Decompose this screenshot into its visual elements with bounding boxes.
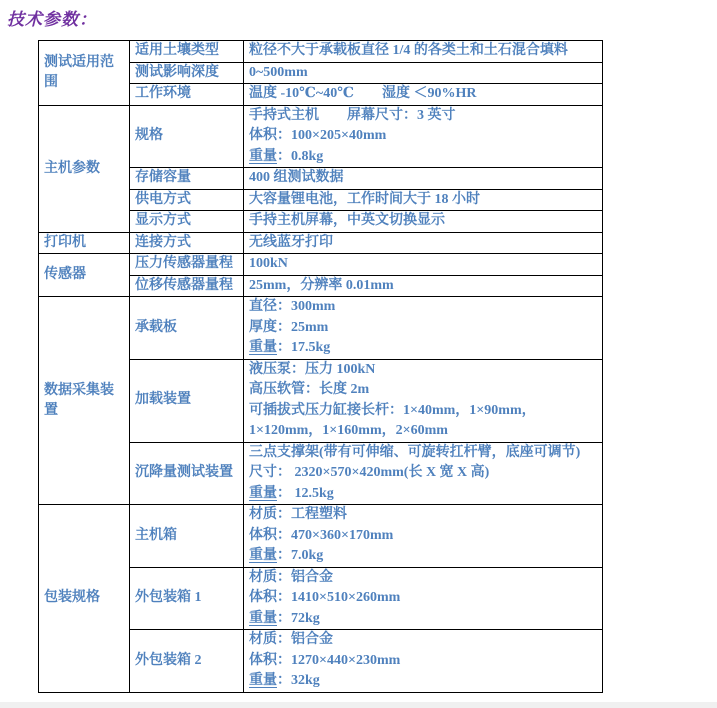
sub-label-cell: 存储容量 bbox=[130, 168, 244, 190]
value-cell bbox=[244, 297, 603, 360]
table-row bbox=[39, 297, 603, 360]
sub-label-cell: 位移传感器量程 bbox=[130, 275, 244, 297]
sub-label-cell: 供电方式 bbox=[130, 189, 244, 211]
value-cell bbox=[244, 189, 603, 211]
value-cell bbox=[244, 630, 603, 693]
value-line: 体积：1270×440×230mm bbox=[249, 652, 401, 668]
value-line: 直径：300mm bbox=[249, 299, 336, 314]
value-line: 400 组测试数据 bbox=[249, 170, 344, 185]
sub-label-cell: 测试影响深度 bbox=[130, 62, 244, 84]
value-line: 体积：100×205×40mm bbox=[249, 128, 387, 143]
value-cell bbox=[244, 359, 603, 442]
value-cell bbox=[244, 84, 603, 106]
sub-label-cell: 承载板 bbox=[130, 297, 244, 360]
sub-label-cell: 工作环境 bbox=[130, 84, 244, 106]
value-line: 重量：17.5kg bbox=[249, 340, 331, 355]
value-cell bbox=[244, 567, 603, 630]
table-row bbox=[39, 505, 603, 568]
weight-underline: 重量 bbox=[249, 610, 277, 626]
value-line: 粒径不大于承载板直径 1/4 的各类土和土石混合填料 bbox=[249, 43, 568, 58]
value-cell bbox=[244, 41, 603, 63]
value-cell bbox=[244, 232, 603, 254]
sub-label-cell: 外包装箱 2 bbox=[130, 630, 244, 693]
spec-table bbox=[38, 40, 603, 693]
value-cell bbox=[244, 275, 603, 297]
sub-label-cell: 压力传感器量程 bbox=[130, 254, 244, 276]
category-data-acquisition: 数据采集装置 bbox=[39, 297, 130, 505]
value-line: 重量：0.8kg bbox=[249, 148, 324, 164]
category-printer: 打印机 bbox=[39, 232, 130, 254]
value-line: 手持主机屏幕，中英文切换显示 bbox=[249, 213, 445, 228]
value-line: 手持式主机 屏幕尺寸：3 英寸 bbox=[249, 107, 456, 123]
weight-underline: 重量 bbox=[249, 485, 277, 501]
value-line: 100kN bbox=[249, 256, 288, 271]
value-line: 厚度：25mm bbox=[249, 319, 329, 335]
value-line: 重量：32kg bbox=[249, 673, 320, 688]
category-test-scope: 测试适用范围 bbox=[39, 41, 130, 106]
value-cell bbox=[244, 62, 603, 84]
value-line: 尺寸： 2320×570×420mm(长 X 宽 X 高) bbox=[249, 465, 490, 480]
table-row bbox=[39, 254, 603, 276]
value-cell bbox=[244, 211, 603, 233]
value-line: 大容量锂电池，工作时间大于 18 小时 bbox=[249, 191, 480, 207]
weight-underline: 重量 bbox=[249, 148, 277, 164]
sub-label-cell: 加载装置 bbox=[130, 359, 244, 442]
value-line: 高压软管：长度 2m bbox=[249, 382, 370, 397]
value-line: 液压泵：压力 100kN bbox=[249, 361, 376, 377]
value-line: 无线蓝牙打印 bbox=[249, 234, 333, 250]
value-cell bbox=[244, 254, 603, 276]
value-line: 0~500mm bbox=[249, 64, 308, 80]
value-line: 体积：1410×510×260mm bbox=[249, 590, 401, 605]
table-row bbox=[39, 232, 603, 254]
value-line: 重量： 12.5kg bbox=[249, 485, 334, 501]
sub-label-cell: 规格 bbox=[130, 105, 244, 168]
weight-underline: 重量 bbox=[249, 548, 277, 563]
category-packing: 包装规格 bbox=[39, 505, 130, 693]
page-title: 技术参数： bbox=[7, 10, 97, 29]
category-host-params: 主机参数 bbox=[39, 105, 130, 232]
value-line: 重量：7.0kg bbox=[249, 548, 324, 563]
category-sensor: 传感器 bbox=[39, 254, 130, 297]
value-line: 1×120mm，1×160mm，2×60mm bbox=[249, 423, 448, 438]
value-line: 温度 -10℃~40℃ 湿度 ＜90%HR bbox=[249, 86, 477, 101]
sub-label-cell: 外包装箱 1 bbox=[130, 567, 244, 630]
value-line: 材质：工程塑料 bbox=[249, 507, 347, 522]
sub-label-cell: 沉降量测试装置 bbox=[130, 442, 244, 505]
value-line: 25mm，分辨率 0.01mm bbox=[249, 277, 394, 293]
value-line: 体积：470×360×170mm bbox=[249, 527, 394, 543]
value-line: 重量：72kg bbox=[249, 610, 320, 626]
sub-label-cell: 适用土壤类型 bbox=[130, 41, 244, 63]
weight-underline: 重量 bbox=[249, 340, 277, 355]
table-row bbox=[39, 105, 603, 168]
sub-label-cell: 显示方式 bbox=[130, 211, 244, 233]
value-cell bbox=[244, 505, 603, 568]
value-line: 三点支撑架(带有可伸缩、可旋转扛杆臂，底座可调节) bbox=[249, 444, 581, 460]
value-line: 材质：铝合金 bbox=[249, 632, 333, 647]
value-cell bbox=[244, 442, 603, 505]
value-cell bbox=[244, 105, 603, 168]
table-row bbox=[39, 41, 603, 63]
sub-label-cell: 连接方式 bbox=[130, 232, 244, 254]
page-bottom-edge bbox=[0, 702, 717, 708]
value-line: 可插拔式压力缸接长杆：1×40mm，1×90mm， bbox=[249, 402, 536, 418]
sub-label-cell: 主机箱 bbox=[130, 505, 244, 568]
value-cell bbox=[244, 168, 603, 190]
value-line: 材质：铝合金 bbox=[249, 569, 333, 585]
weight-underline: 重量 bbox=[249, 673, 277, 688]
